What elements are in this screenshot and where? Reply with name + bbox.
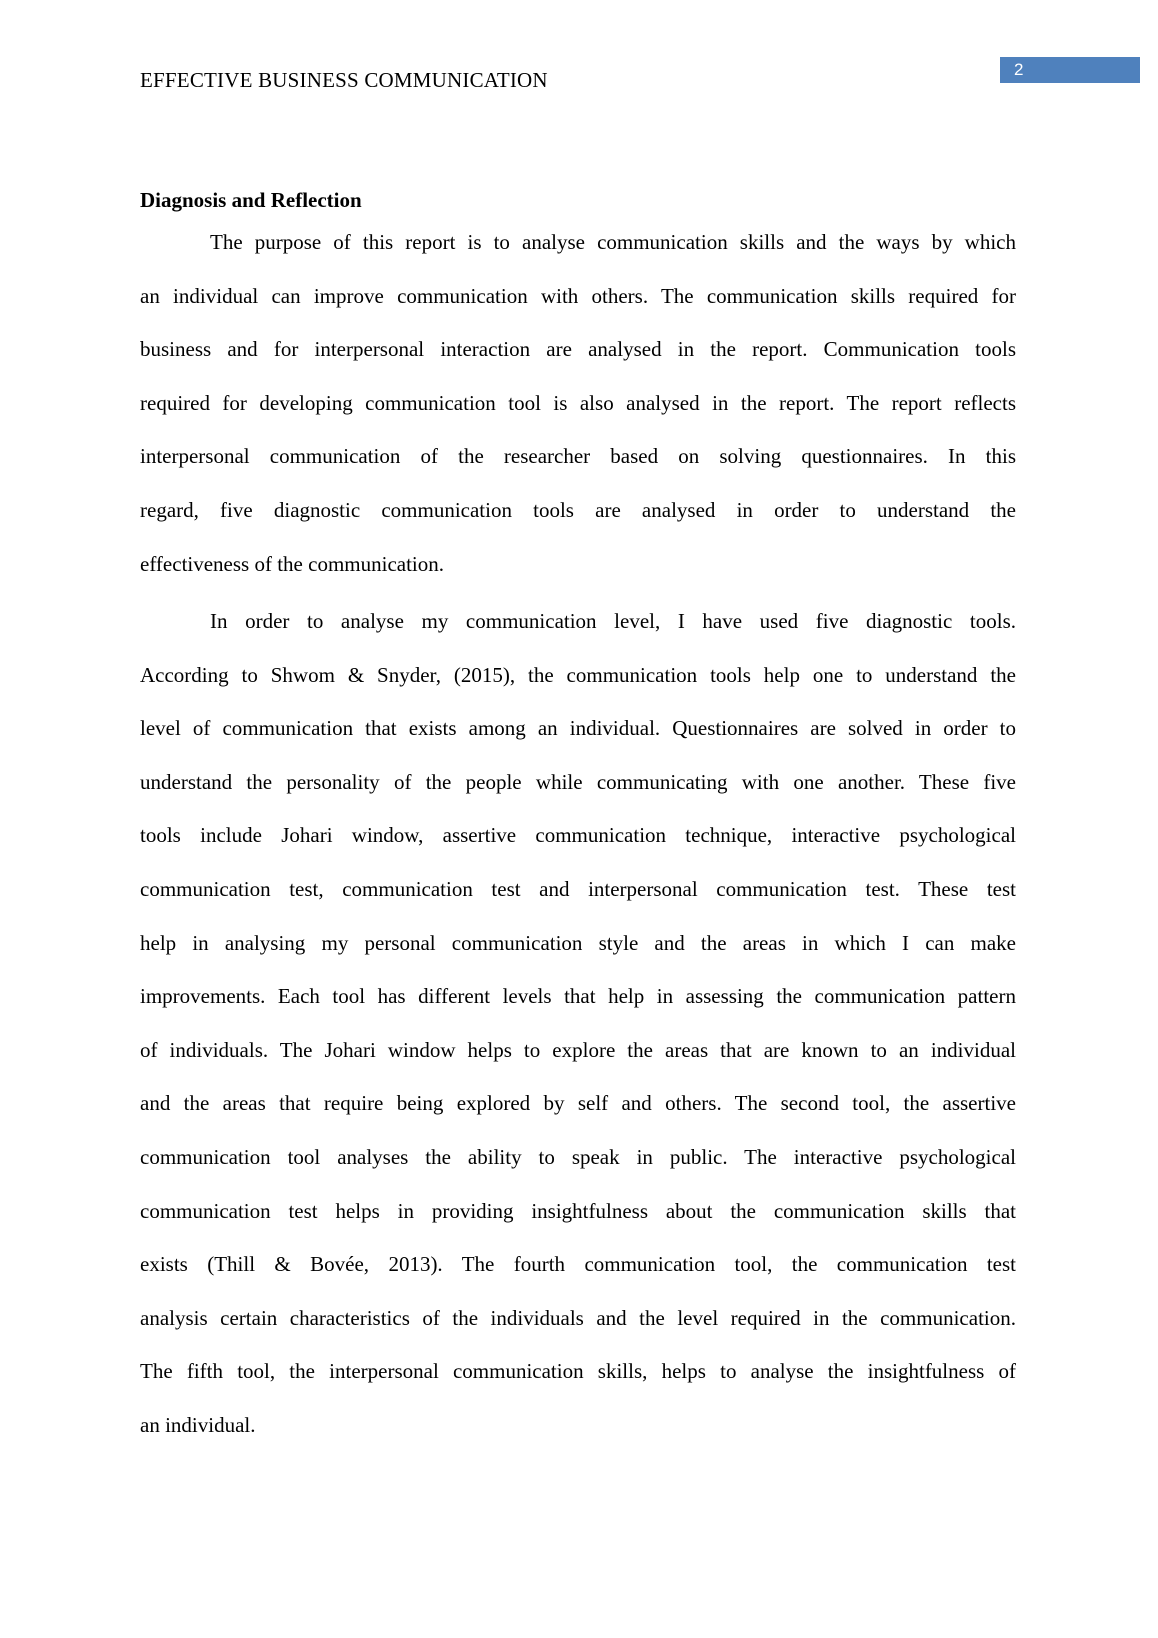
text-line: communication test helps in providing insightfulness about the communication skills that: [140, 1198, 1016, 1223]
text-line: regard, five diagnostic communication tools are analysed in order to understand the: [140, 497, 1016, 522]
text-line: an individual.: [140, 1412, 256, 1437]
text-line: The fifth tool, the interpersonal communication skills, helps to analyse the insightfulness of: [140, 1359, 1016, 1384]
text-line: analysis certain characteristics of the individuals and the level required in the communication.: [140, 1305, 1016, 1330]
text-line: required for developing communication tool is also analysed in the report. The report reflects: [140, 390, 1016, 415]
text-line: and the areas that require being explored by self and others. The second tool, the assertive: [140, 1091, 1016, 1116]
text-line: an individual can improve communication with others. The communication skills required for: [140, 283, 1016, 308]
paragraph-1: [140, 227, 1016, 602]
text-line: business and for interpersonal interaction are analysed in the report. Communication tools: [140, 337, 1016, 362]
page-number-box: [1000, 57, 1140, 83]
text-line: According to Shwom & Snyder, (2015), the communication tools help one to understand the: [140, 662, 1016, 687]
text-line: communication test, communication test and interpersonal communication test. These test: [140, 876, 1016, 901]
text-line: help in analysing my personal communication style and the areas in which I can make: [140, 930, 1016, 955]
page-number: 2: [1014, 60, 1024, 79]
text-line: In order to analyse my communication level, I have used five diagnostic tools.: [210, 609, 1016, 633]
text-line: interpersonal communication of the researcher based on solving questionnaires. In this: [140, 444, 1016, 469]
text-line: understand the personality of the people while communicating with one another. These five: [140, 769, 1016, 794]
text-line: communication tool analyses the ability to speak in public. The interactive psychological: [140, 1144, 1016, 1169]
text-line: The purpose of this report is to analyse communication skills and the ways by which: [210, 230, 1016, 254]
running-header-title: EFFECTIVE BUSINESS COMMUNICATION: [140, 68, 548, 92]
text-line: tools include Johari window, assertive communication technique, interactive psychological: [140, 823, 1016, 848]
text-line: of individuals. The Johari window helps to explore the areas that are known to an individual: [140, 1037, 1016, 1062]
text-line: level of communication that exists among an individual. Questionnaires are solved in order to: [140, 716, 1016, 741]
text-line: improvements. Each tool has different levels that help in assessing the communication pattern: [140, 984, 1016, 1009]
section-heading: Diagnosis and Reflection: [140, 188, 362, 212]
text-line: effectiveness of the communication.: [140, 551, 445, 576]
paragraph-2: [140, 606, 1016, 1464]
text-line: exists (Thill & Bovée, 2013). The fourth communication tool, the communication test: [140, 1252, 1016, 1277]
